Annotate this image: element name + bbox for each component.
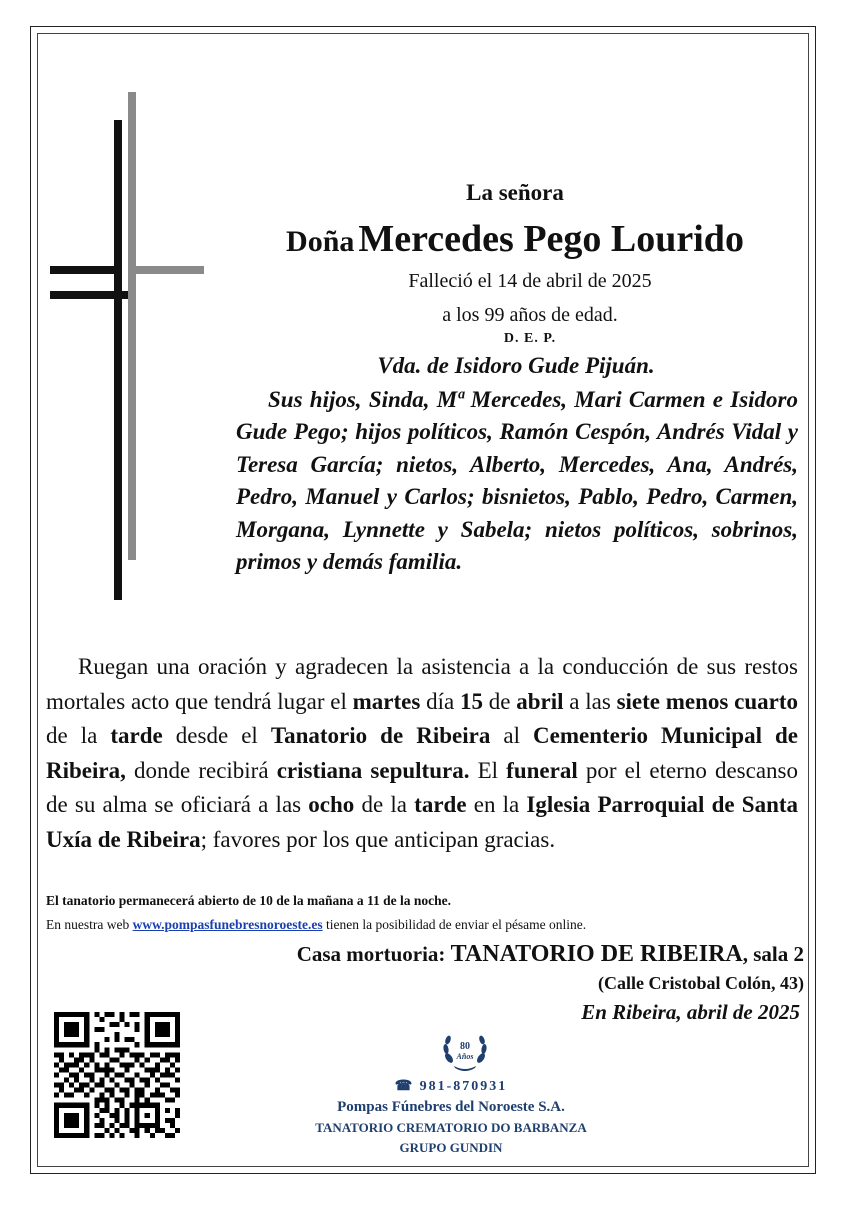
main-text-7: al (490, 723, 534, 748)
main-text-3: de (482, 688, 517, 714)
casa-label: Casa mortuoria: (296, 942, 451, 966)
cross-vertical-black (114, 120, 122, 600)
main-text-8: donde recibirá (125, 757, 277, 783)
cross-horizontal-top-black (50, 266, 114, 274)
main-bold-12: Iglesia Parroquial de Santa Uxía de Ribeira (46, 792, 799, 852)
main-text-9: El (469, 757, 507, 783)
main-bold-6: Tanatorio de Ribeira (270, 723, 491, 748)
casa-name: TANATORIO DE RIBEIRA (450, 941, 743, 967)
main-text-4: a las (563, 688, 617, 714)
casa-room: , sala 2 (742, 942, 804, 966)
widow-line: Vda. de Isidoro Gude Pijuán. (377, 353, 655, 378)
deceased-name (215, 217, 815, 261)
age: a los 99 años de edad. (442, 304, 618, 326)
main-bold-8: cristiana sepultura. (276, 757, 470, 783)
main-bold-2: 15 (459, 688, 483, 714)
web-note-post: tienen la posibilidad de enviar el pésame online. (322, 917, 587, 932)
qr-code-icon[interactable] (54, 1012, 180, 1138)
main-bold-11: tarde (414, 792, 467, 817)
main-text-1: Ruegan una oración y agradecen la asistencia a la conducción de sus restos mortales acto que tendrá lugar el (46, 654, 798, 714)
main-text-13: ; favores por los que anticipan gracias. (200, 826, 556, 852)
hours-note: El tanatorio permanecerá abierto de 10 de la mañana a 11 de la noche. (46, 893, 451, 908)
casa-mortuoria (297, 941, 804, 968)
logo-line2: Años (456, 1052, 474, 1061)
name-main: Mercedes Pego Lourido (358, 218, 744, 260)
cross-horizontal-black (50, 291, 128, 299)
main-text-6: desde el (162, 723, 271, 748)
main-text-2: día (420, 688, 460, 714)
web-note (46, 917, 806, 933)
main-paragraph (46, 650, 798, 857)
main-bold-9: funeral (506, 757, 578, 783)
name-prefix: Doña (286, 225, 355, 258)
title-small: La señora (466, 180, 564, 205)
main-bold-5: tarde (110, 723, 163, 748)
cross-vertical-gray (128, 92, 136, 560)
group-name: GRUPO GUNDIN (399, 1140, 503, 1155)
date-place: En Ribeira, abril de 2025 (581, 1000, 800, 1024)
main-bold-1: martes (352, 688, 421, 714)
address: (Calle Cristobal Colón, 43) (598, 973, 804, 993)
phone-number: 981-870931 (419, 1079, 508, 1094)
web-note-pre: En nuestra web (46, 917, 133, 932)
website-link[interactable]: www.pompasfunebresnoroeste.es (132, 917, 323, 932)
company-name: Pompas Fúnebres del Noroeste S.A. (337, 1099, 565, 1115)
death-date: Falleció el 14 de abril de 2025 (408, 270, 652, 292)
main-text-12: en la (466, 792, 527, 817)
main-bold-7: Cementerio Municipal de Ribeira, (46, 723, 799, 783)
dep: D. E. P. (503, 331, 557, 346)
phone (236, 1078, 666, 1095)
main-text-10: por el eterno descanso de su alma se oficiará a las (46, 757, 798, 817)
cross-horizontal-gray (128, 266, 204, 274)
tanatorio-name: TANATORIO CREMATORIO DO BARBANZA (315, 1120, 587, 1135)
main-bold-4: siete menos cuarto (616, 688, 798, 714)
phone-icon: ☎ (394, 1079, 415, 1094)
anniversary-logo-icon (440, 1028, 490, 1074)
main-bold-10: ocho (308, 792, 355, 817)
main-text-11: de la (354, 792, 415, 817)
logo-line1: 80 (460, 1041, 470, 1052)
main-text-5: de la (46, 723, 111, 748)
family-paragraph: Sus hijos, Sinda, Mª Mercedes, Mari Carmen e Isidoro Gude Pego; hijos políticos, Ramón Cespón, Andrés Vidal y Teresa García; nietos, Alberto, Mercedes, Ana, Andrés, Pedro, Manuel y Carlos; bisnietos, Pablo, Pedro, Carmen, Morgana, Lynnette y Sabela; nietos políticos, sobrinos, primos y demás familia. (236, 387, 798, 575)
main-bold-3: abril (516, 688, 564, 714)
